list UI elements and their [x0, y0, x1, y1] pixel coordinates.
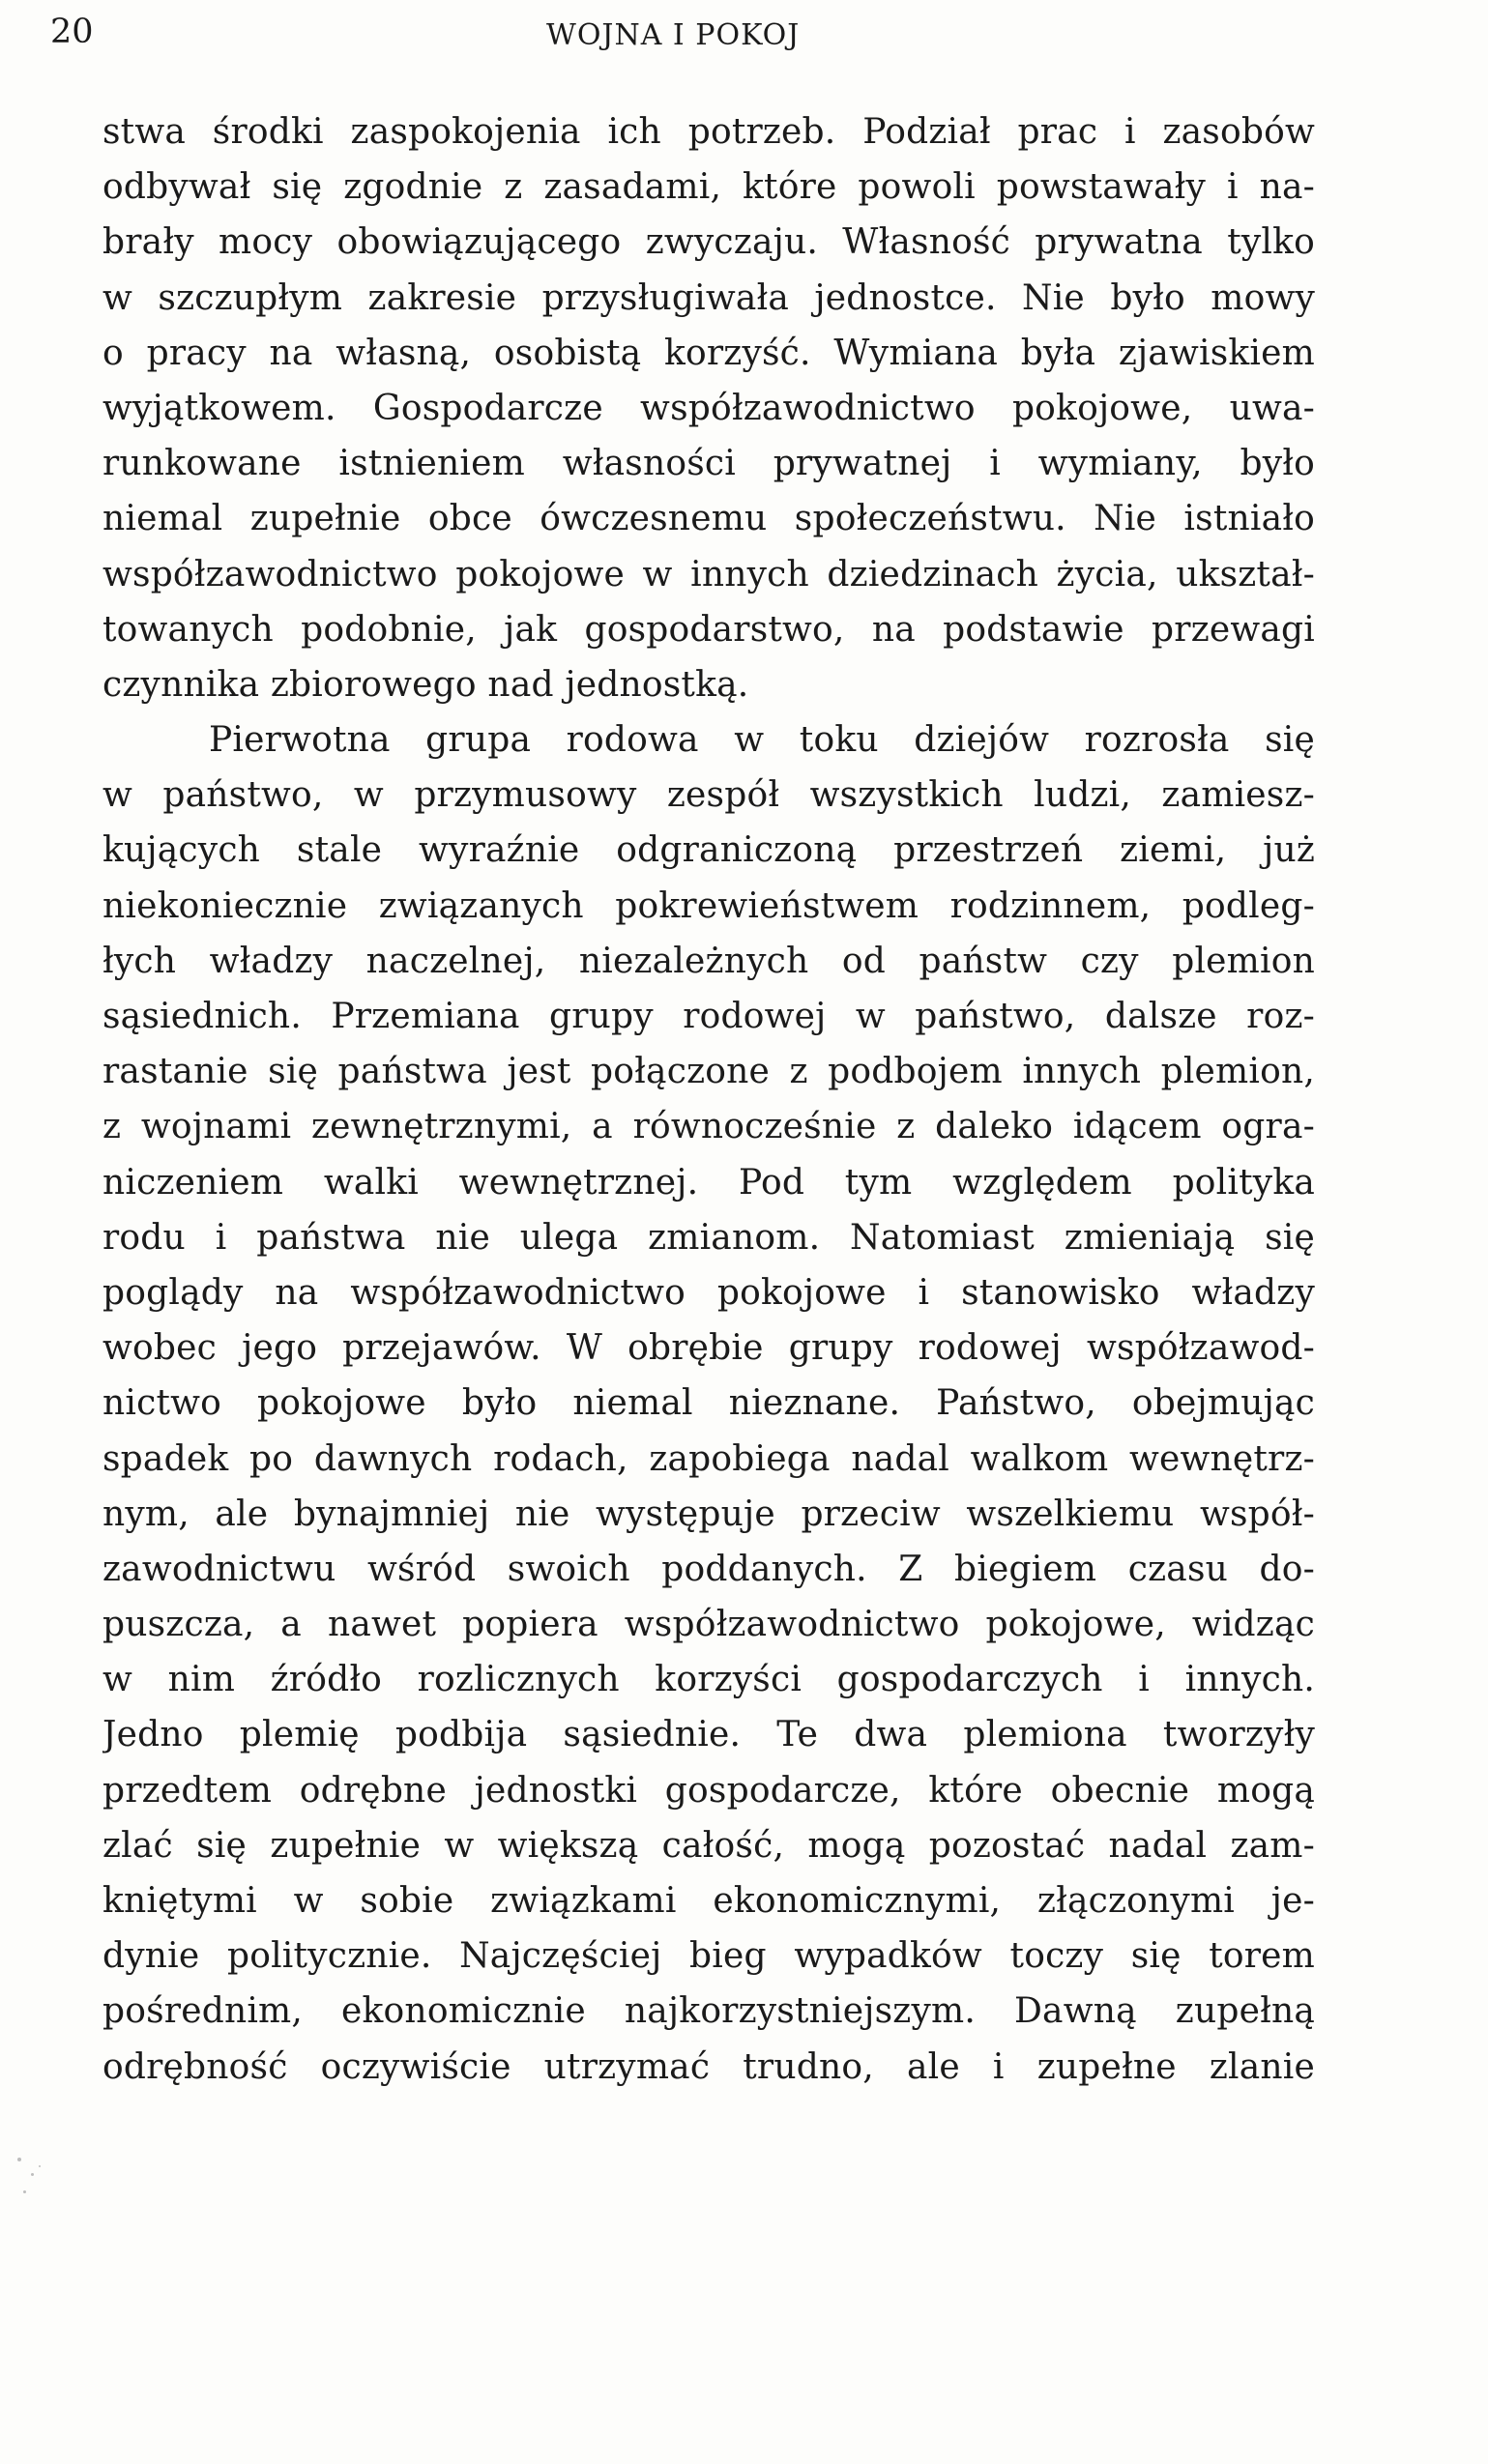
text-line: niemal zupełnie obce ówczesnemu społeczeństwu. Nie istniało: [102, 499, 1315, 539]
text-line: rastanie się państwa jest połączone z podbojem innych plemion,: [102, 1052, 1315, 1092]
text-line: nictwo pokojowe było niemal nieznane. Państwo, obejmując: [102, 1383, 1315, 1424]
text-line: niczeniem walki wewnętrznej. Pod tym względem polityka: [102, 1162, 1315, 1203]
text-line: kujących stale wyraźnie odgraniczoną przestrzeń ziemi, już: [102, 830, 1315, 871]
scan-speck: [39, 2165, 41, 2167]
text-line: przedtem odrębne jednostki gospodarcze, które obecnie mogą: [102, 1770, 1315, 1811]
text-line: spadek po dawnych rodach, zapobiega nadal walkom wewnętrz-: [102, 1438, 1315, 1479]
text-line: puszcza, a nawet popiera współzawodnictwo pokojowe, widząc: [102, 1605, 1315, 1645]
body-text: [102, 104, 1315, 2095]
text-line: pośrednim, ekonomicznie najkorzystniejszym. Dawną zupełną: [102, 1991, 1315, 2032]
text-line: wyjątkowem. Gospodarcze współzawodnictwo pokojowe, uwa-: [102, 388, 1315, 428]
text-line: czynnika zbiorowego nad jednostką.: [102, 664, 749, 705]
text-line: stwa środki zaspokojenia ich potrzeb. Podział prac i zasobów: [102, 112, 1315, 152]
text-line: odbywał się zgodnie z zasadami, które powoli powstawały i na-: [102, 167, 1315, 208]
page-header: [0, 8, 1488, 56]
text-line: łych władzy naczelnej, niezależnych od państw czy plemion: [102, 941, 1315, 981]
text-line: w państwo, w przymusowy zespół wszystkich ludzi, zamiesz-: [102, 775, 1315, 816]
page-number: 20: [50, 13, 94, 51]
text-line: współzawodnictwo pokojowe w innych dziedzinach życia, ukształ-: [102, 554, 1315, 594]
text-line: zawodnictwu wśród swoich poddanych. Z biegiem czasu do-: [102, 1549, 1315, 1589]
text-line: poglądy na współzawodnictwo pokojowe i stanowisko władzy: [102, 1272, 1315, 1313]
text-line: z wojnami zewnętrznymi, a równocześnie z daleko idącem ogra-: [102, 1107, 1315, 1147]
text-line: niekoniecznie związanych pokrewieństwem rodzinnem, podleg-: [102, 885, 1315, 926]
text-line: w szczupłym zakresie przysługiwała jednostce. Nie było mowy: [102, 277, 1315, 318]
text-line: brały mocy obowiązującego zwyczaju. Własność prywatna tylko: [102, 222, 1315, 263]
text-line: sąsiednich. Przemiana grupy rodowej w państwo, dalsze roz-: [102, 997, 1315, 1036]
text-line: o pracy na własną, osobistą korzyść. Wymiana była zjawiskiem: [102, 333, 1315, 373]
text-line: rodu i państwa nie ulega zmianom. Natomiast zmieniają się: [102, 1217, 1315, 1258]
text-line: zlać się zupełnie w większą całość, mogą pozostać nadal zam-: [102, 1825, 1315, 1866]
paragraph-2: [102, 712, 1315, 2095]
text-line: dynie politycznie. Najczęściej bieg wypadków toczy się torem: [102, 1936, 1315, 1977]
scan-speck: [31, 2173, 34, 2176]
text-line: kniętymi w sobie związkami ekonomicznymi, złączonymi je-: [102, 1881, 1315, 1921]
text-line: odrębność oczywiście utrzymać trudno, ale i zupełne zlanie: [102, 2046, 1315, 2087]
running-title: WOJNA I POKOJ: [546, 18, 801, 52]
text-line: towanych podobnie, jak gospodarstwo, na podstawie przewagi: [102, 609, 1315, 650]
text-line: nym, ale bynajmniej nie występuje przeciw wszelkiemu współ-: [102, 1493, 1315, 1534]
scan-speck: [17, 2158, 21, 2161]
paragraph-1: [102, 104, 1315, 712]
text-line: wobec jego przejawów. W obrębie grupy rodowej współzawod-: [102, 1328, 1315, 1369]
text-line: Pierwotna grupa rodowa w toku dziejów rozrosła się: [209, 720, 1315, 761]
text-line: runkowane istnieniem własności prywatnej i wymiany, było: [102, 444, 1315, 484]
scan-speck: [23, 2190, 26, 2193]
text-line: Jedno plemię podbija sąsiednie. Te dwa plemiona tworzyły: [102, 1715, 1315, 1755]
text-line: w nim źródło rozlicznych korzyści gospodarczych i innych.: [102, 1660, 1315, 1700]
